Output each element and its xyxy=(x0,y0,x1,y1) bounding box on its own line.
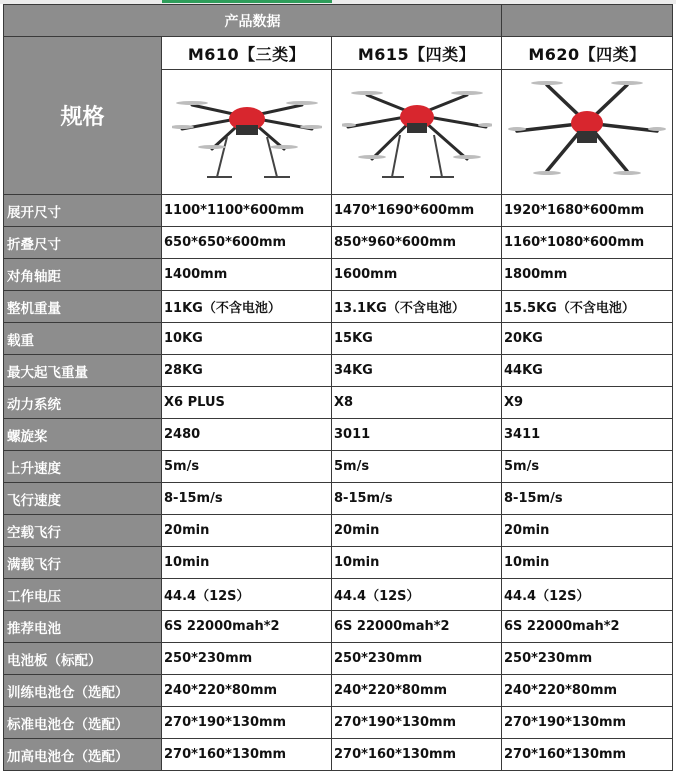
value-cell-m620: 1160*1080*600mm xyxy=(502,227,673,259)
value-cell-m620: 15.5KG（不含电池） xyxy=(502,291,673,323)
value-cell-m610: 240*220*80mm xyxy=(162,675,332,707)
value-cell-m610: 11KG（不含电池） xyxy=(162,291,332,323)
value-cell-m620: X9 xyxy=(502,387,673,419)
value-cell-m615: 270*160*130mm xyxy=(332,739,502,771)
value-cell-m615: 5m/s xyxy=(332,451,502,483)
product-spec-table xyxy=(3,4,673,771)
value-cell-m620: 1920*1680*600mm xyxy=(502,195,673,227)
value-cell-m615: 3011 xyxy=(332,419,502,451)
row-label: 满载飞行 xyxy=(4,547,162,579)
value-cell-m620: 240*220*80mm xyxy=(502,675,673,707)
row-label: 展开尺寸 xyxy=(4,195,162,227)
value-cell-m610: 650*650*600mm xyxy=(162,227,332,259)
model-name-m620: M620【四类】 xyxy=(502,37,673,70)
value-cell-m610: 2480 xyxy=(162,419,332,451)
row-label: 加高电池仓（选配） xyxy=(4,739,162,771)
value-cell-m615: 15KG xyxy=(332,323,502,355)
table-row xyxy=(4,547,673,579)
value-cell-m610: 28KG xyxy=(162,355,332,387)
value-cell-m620: 10min xyxy=(502,547,673,579)
table-row xyxy=(4,259,673,291)
value-cell-m610: 270*160*130mm xyxy=(162,739,332,771)
table-row xyxy=(4,291,673,323)
value-cell-m610: 5m/s xyxy=(162,451,332,483)
model-name-m615: M615【四类】 xyxy=(332,37,502,70)
value-cell-m615: 8-15m/s xyxy=(332,483,502,515)
value-cell-m610: 250*230mm xyxy=(162,643,332,675)
value-cell-m610: 8-15m/s xyxy=(162,483,332,515)
table-row xyxy=(4,483,673,515)
table-row xyxy=(4,515,673,547)
table-row xyxy=(4,387,673,419)
value-cell-m615: X8 xyxy=(332,387,502,419)
model-name-m610: M610【三类】 xyxy=(162,37,332,70)
table-row xyxy=(4,227,673,259)
table-row xyxy=(4,355,673,387)
value-cell-m620: 250*230mm xyxy=(502,643,673,675)
table-row xyxy=(4,323,673,355)
table-row xyxy=(4,195,673,227)
row-label: 标准电池仓（选配） xyxy=(4,707,162,739)
table-row xyxy=(4,611,673,643)
value-cell-m620: 1800mm xyxy=(502,259,673,291)
value-cell-m620: 6S 22000mah*2 xyxy=(502,611,673,643)
value-cell-m620: 44KG xyxy=(502,355,673,387)
table-row xyxy=(4,707,673,739)
table-row xyxy=(4,675,673,707)
header-blank-cell xyxy=(502,5,673,37)
row-label: 训练电池仓（选配） xyxy=(4,675,162,707)
value-cell-m610: 6S 22000mah*2 xyxy=(162,611,332,643)
value-cell-m620: 3411 xyxy=(502,419,673,451)
value-cell-m610: 1100*1100*600mm xyxy=(162,195,332,227)
model-image-m620 xyxy=(502,70,673,195)
row-label: 对角轴距 xyxy=(4,259,162,291)
row-label: 电池板（标配） xyxy=(4,643,162,675)
value-cell-m620: 270*190*130mm xyxy=(502,707,673,739)
table-row xyxy=(4,739,673,771)
value-cell-m615: 13.1KG（不含电池） xyxy=(332,291,502,323)
value-cell-m615: 34KG xyxy=(332,355,502,387)
value-cell-m610: 10min xyxy=(162,547,332,579)
row-label: 螺旋桨 xyxy=(4,419,162,451)
value-cell-m615: 850*960*600mm xyxy=(332,227,502,259)
row-label: 折叠尺寸 xyxy=(4,227,162,259)
table-row xyxy=(4,643,673,675)
row-label: 空载飞行 xyxy=(4,515,162,547)
value-cell-m610: X6 PLUS xyxy=(162,387,332,419)
row-label: 上升速度 xyxy=(4,451,162,483)
value-cell-m610: 270*190*130mm xyxy=(162,707,332,739)
hexacopter-drone-icon xyxy=(172,77,322,187)
value-cell-m610: 20min xyxy=(162,515,332,547)
row-label: 整机重量 xyxy=(4,291,162,323)
row-label: 动力系统 xyxy=(4,387,162,419)
value-cell-m615: 240*220*80mm xyxy=(332,675,502,707)
model-name-row xyxy=(4,37,673,70)
table-header-title: 产品数据 xyxy=(4,5,502,37)
value-cell-m620: 8-15m/s xyxy=(502,483,673,515)
row-label: 工作电压 xyxy=(4,579,162,611)
value-cell-m610: 44.4（12S） xyxy=(162,579,332,611)
value-cell-m620: 270*160*130mm xyxy=(502,739,673,771)
value-cell-m620: 5m/s xyxy=(502,451,673,483)
hexacopter-drone-icon xyxy=(507,73,667,191)
value-cell-m615: 270*190*130mm xyxy=(332,707,502,739)
table-row xyxy=(4,579,673,611)
value-cell-m610: 1400mm xyxy=(162,259,332,291)
value-cell-m615: 10min xyxy=(332,547,502,579)
value-cell-m620: 20KG xyxy=(502,323,673,355)
row-label: 飞行速度 xyxy=(4,483,162,515)
hexacopter-drone-icon xyxy=(342,77,492,187)
spec-label: 规格 xyxy=(4,37,162,195)
active-tab-indicator xyxy=(162,0,332,3)
value-cell-m620: 20min xyxy=(502,515,673,547)
value-cell-m615: 1600mm xyxy=(332,259,502,291)
model-image-m615 xyxy=(332,70,502,195)
table-row xyxy=(4,451,673,483)
model-image-m610 xyxy=(162,70,332,195)
table-row xyxy=(4,419,673,451)
value-cell-m615: 20min xyxy=(332,515,502,547)
value-cell-m615: 250*230mm xyxy=(332,643,502,675)
value-cell-m615: 44.4（12S） xyxy=(332,579,502,611)
header-row xyxy=(4,5,673,37)
value-cell-m620: 44.4（12S） xyxy=(502,579,673,611)
value-cell-m615: 1470*1690*600mm xyxy=(332,195,502,227)
row-label: 载重 xyxy=(4,323,162,355)
value-cell-m615: 6S 22000mah*2 xyxy=(332,611,502,643)
row-label: 最大起飞重量 xyxy=(4,355,162,387)
value-cell-m610: 10KG xyxy=(162,323,332,355)
row-label: 推荐电池 xyxy=(4,611,162,643)
